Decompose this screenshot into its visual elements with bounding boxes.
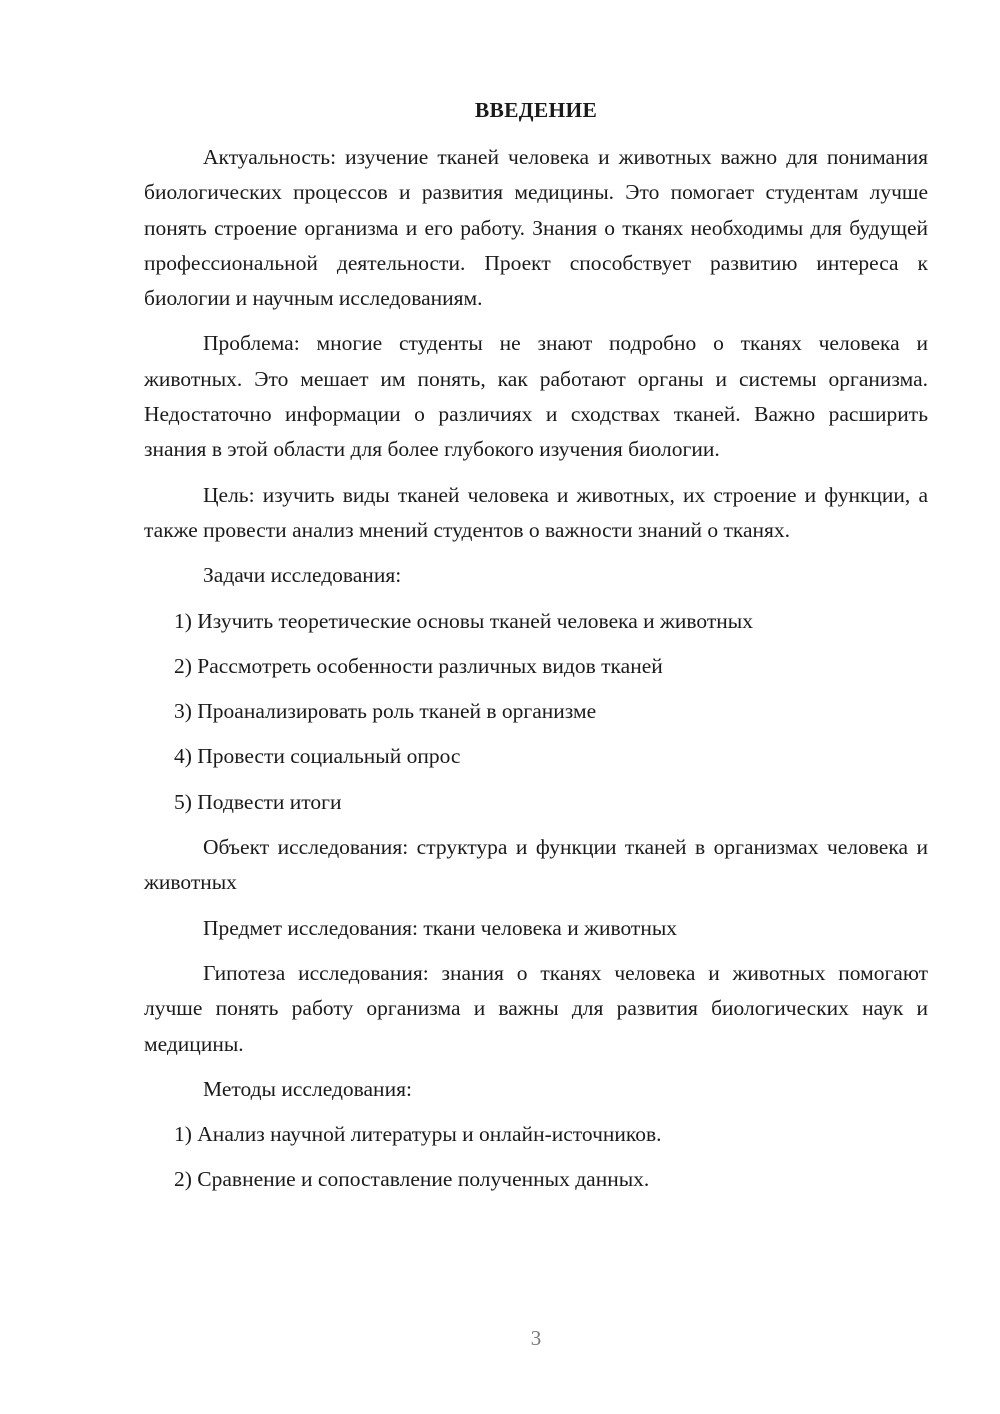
page-number: 3 [530,1326,542,1350]
methods-list [144,1117,928,1198]
section-title: ВВЕДЕНИЕ [474,98,598,122]
problem-paragraph: Проблема: многие студенты не знают подробно о тканях человека и животных. Это мешает им понять, как работают органы и системы организма. Недостаточно информации о различиях и сходствах тканей. Важно расширить знания в этой области для более глубокого изучения биологии. [144,331,928,462]
object-paragraph: Объект исследования: структура и функции тканей в организмах человека и животных [144,835,928,895]
relevance-paragraph: Актуальность: изучение тканей человека и животных важно для понимания биологических процессов и развития медицины. Это помогает студентам лучше понять строение организма и его работу. Знания о тканях необходимы для будущей профессиональной деятельности. Проект способствует развитию интереса к биологии и научным исследованиям. [144,145,928,311]
list-item: 5) Подвести итоги [174,789,342,814]
tasks-list [144,604,928,820]
list-item: 1) Анализ научной литературы и онлайн-источников. [174,1122,662,1147]
list-item: 1) Изучить теоретические основы тканей человека и животных [174,608,753,633]
goal-paragraph: Цель: изучить виды тканей человека и животных, их строение и функции, а также провести анализ мнений студентов о важности знаний о тканях. [144,482,928,542]
subject-paragraph: Предмет исследования: ткани человека и животных [203,915,678,940]
list-item: 4) Провести социальный опрос [174,744,461,769]
hypothesis-paragraph: Гипотеза исследования: знания о тканях человека и животных помогают лучше понять работу организма и важны для развития биологических наук и медицины. [144,960,928,1056]
list-item: 2) Сравнение и сопоставление полученных данных. [174,1167,650,1192]
list-item: 2) Рассмотреть особенности различных видов тканей [174,653,663,678]
document-page [144,96,928,1208]
tasks-heading: Задачи исследования: [203,563,402,588]
methods-heading: Методы исследования: [203,1076,412,1101]
list-item: 3) Проанализировать роль тканей в организме [174,699,597,724]
